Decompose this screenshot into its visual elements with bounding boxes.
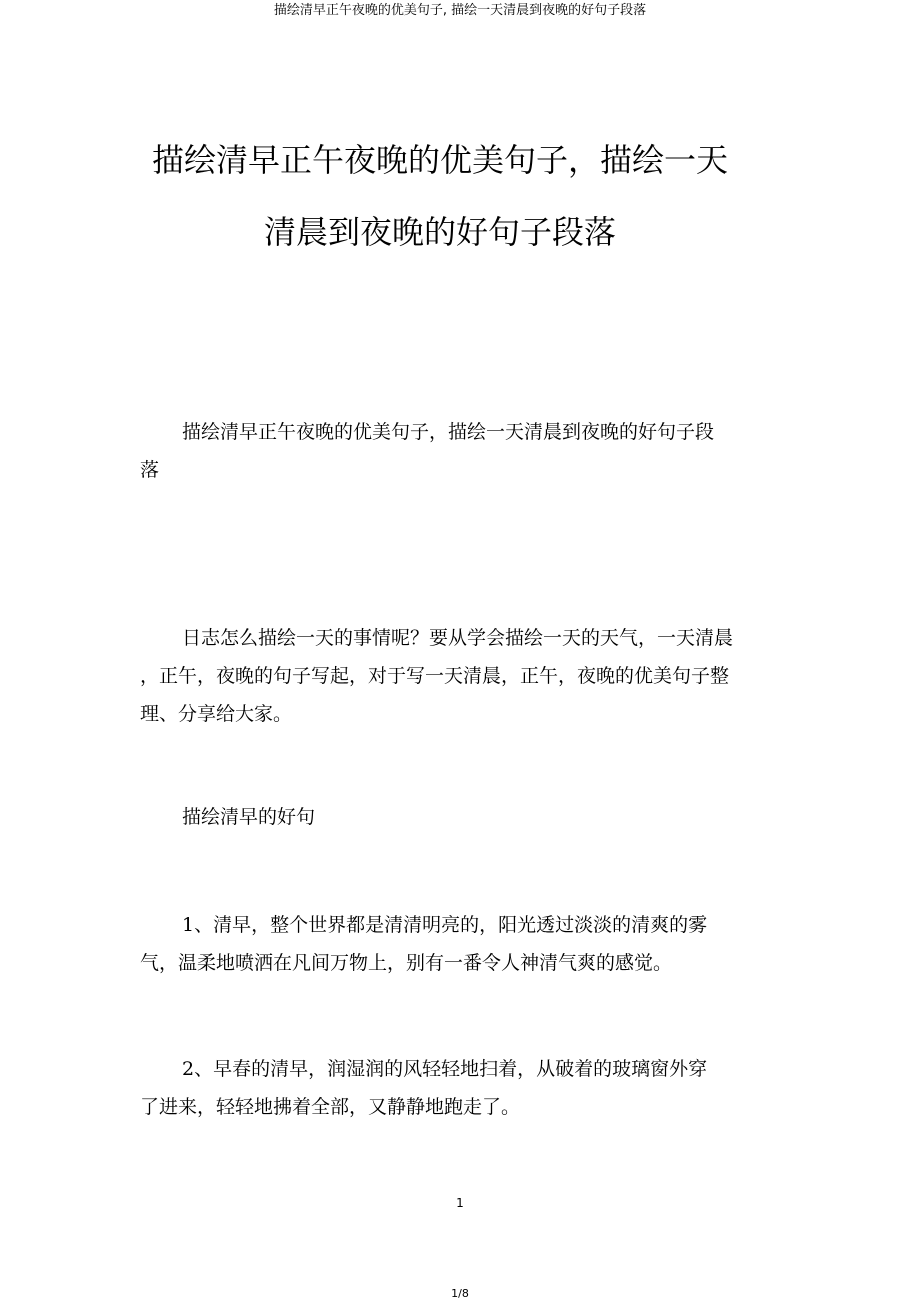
description-line-2: ，正午，夜晚的句子写起，对于写一天清晨，正午，夜晚的优美句子整 — [140, 665, 730, 687]
intro-line-1: 描绘清早正午夜晚的优美句子，描绘一天清晨到夜晚的好句子段 — [182, 421, 715, 443]
description-line-1: 日志怎么描绘一天的事情呢？要从学会描绘一天的天气，一天清晨 — [182, 627, 734, 649]
list-item-line-1: 2、早春的清早，润湿润的风轻轻地扫着，从破着的玻璃窗外穿 — [182, 1058, 708, 1080]
page-footer: 1/8 — [451, 1287, 469, 1300]
subheading-text: 描绘清早的好句 — [182, 806, 316, 828]
list-item-line-1: 1、清早，整个世界都是清清明亮的，阳光透过淡淡的清爽的雾 — [182, 914, 708, 936]
running-header: 描绘清早正午夜晚的优美句子, 描绘一天清晨到夜晚的好句子段落 — [273, 3, 647, 18]
description-line-3: 理、分享给大家。 — [140, 703, 293, 725]
intro-paragraph — [140, 413, 780, 489]
list-item-line-2: 气，温柔地喷洒在凡间万物上，别有一番令人神清气爽的感觉。 — [140, 952, 673, 974]
list-item — [140, 906, 780, 982]
page-number: 1 — [456, 1196, 464, 1210]
document-title-line-2: 清晨到夜晚的好句子段落 — [263, 213, 616, 251]
list-item — [140, 1050, 780, 1126]
list-item-line-2: 了进来，轻轻地拂着全部，又静静地跑走了。 — [140, 1096, 521, 1118]
section-subheading — [140, 798, 780, 836]
description-paragraph — [140, 619, 780, 733]
document-title-line-1: 描绘清早正午夜晚的优美句子，描绘一天 — [151, 141, 728, 179]
intro-line-2: 落 — [140, 459, 160, 481]
